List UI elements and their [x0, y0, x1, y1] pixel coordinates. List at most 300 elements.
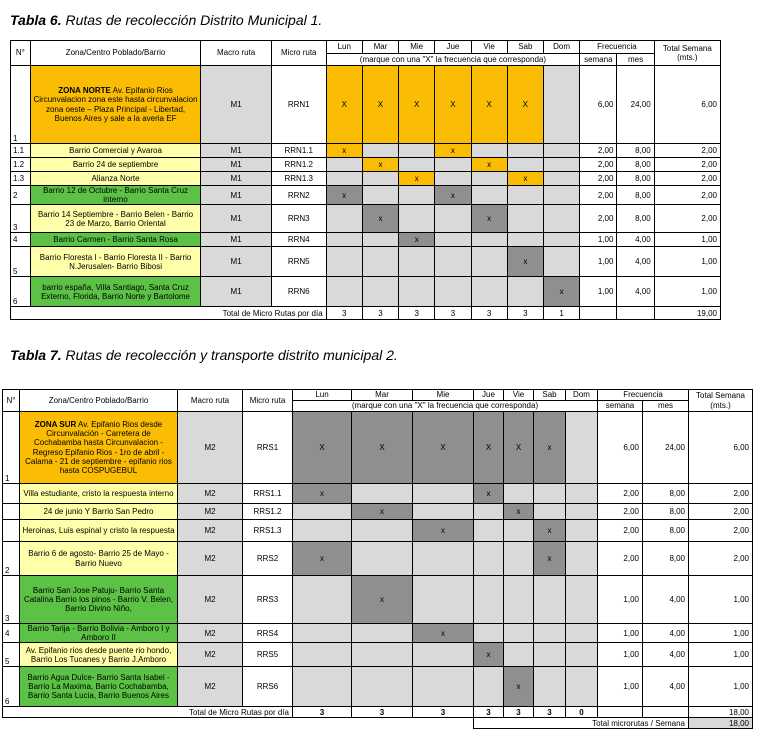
macro-cell: M2: [178, 643, 243, 667]
day-mark: X: [504, 412, 534, 484]
day-mark: X: [435, 66, 471, 144]
header-semana: semana: [598, 401, 643, 412]
total-semana: 2,00: [654, 144, 720, 158]
day-mark: [362, 144, 398, 158]
header-day: Lun: [293, 390, 352, 401]
freq-semana: 2,00: [598, 542, 643, 576]
freq-semana: 1,00: [580, 233, 617, 247]
header-day: Jue: [474, 390, 504, 401]
header-day: Vie: [471, 41, 507, 54]
row-number: [3, 520, 20, 542]
zone-cell: Barrio Agua Dulce- Barrio Santa Isabel - Barrio La Maxima, Barrio Cochabamba, Barrio Santa Lucia, Barrio Buenos Aires: [20, 667, 178, 707]
micro-cell: RRS1.1: [243, 484, 293, 504]
day-total: 1: [543, 307, 579, 320]
macro-cell: M1: [201, 172, 271, 186]
day-mark: [507, 158, 543, 172]
freq-mes: 4,00: [643, 624, 689, 643]
header-day: Mie: [399, 41, 435, 54]
day-mark: [435, 277, 471, 307]
freq-mes: 8,00: [643, 484, 689, 504]
day-mark: [474, 576, 504, 624]
total-semana: 2,00: [654, 172, 720, 186]
row-number: 1.3: [11, 172, 31, 186]
day-total: 3: [471, 307, 507, 320]
day-mark: [413, 667, 474, 707]
row-number: [3, 504, 20, 520]
day-mark: [534, 643, 566, 667]
header-macro: Macro ruta: [201, 41, 271, 66]
freq-mes: 4,00: [617, 233, 654, 247]
day-mark: [293, 520, 352, 542]
freq-mes: 8,00: [617, 205, 654, 233]
row-number: 2: [3, 542, 20, 576]
micro-cell: RRS5: [243, 643, 293, 667]
day-mark: [435, 158, 471, 172]
macro-cell: M1: [201, 66, 271, 144]
total-semana: 2,00: [689, 520, 753, 542]
freq-semana: 1,00: [598, 624, 643, 643]
day-mark: x: [293, 542, 352, 576]
day-mark: [543, 144, 579, 158]
day-mark: [507, 144, 543, 158]
day-mark: [471, 277, 507, 307]
zone-cell: Villa estudiante, cristo la respuesta interno: [20, 484, 178, 504]
macro-cell: M2: [178, 504, 243, 520]
day-mark: [566, 542, 598, 576]
header-day: Dom: [566, 390, 598, 401]
day-mark: [534, 504, 566, 520]
day-mark: [413, 576, 474, 624]
micro-cell: RRN3: [271, 205, 326, 233]
day-mark: x: [326, 186, 362, 205]
day-mark: X: [362, 66, 398, 144]
grand-total: 19,00: [654, 307, 720, 320]
day-total: 3: [352, 707, 413, 718]
day-mark: [566, 576, 598, 624]
day-mark: x: [507, 172, 543, 186]
micro-cell: RRN1.3: [271, 172, 326, 186]
day-mark: [566, 643, 598, 667]
row-number: 3: [11, 205, 31, 233]
day-mark: [474, 542, 504, 576]
zone-cell: Barrio 14 Septiembre - Barrio Belen - Barrio 23 de Marzo, Barrio Oriental: [30, 205, 201, 233]
day-mark: X: [471, 66, 507, 144]
total-semana: 1,00: [654, 247, 720, 277]
micro-cell: RRN6: [271, 277, 326, 307]
header-day: Mie: [413, 390, 474, 401]
total-semana: 6,00: [689, 412, 753, 484]
row-number: 5: [11, 247, 31, 277]
freq-mes: 8,00: [617, 172, 654, 186]
freq-mes: 24,00: [617, 66, 654, 144]
day-mark: x: [413, 520, 474, 542]
freq-semana: 2,00: [598, 484, 643, 504]
total-semana: 1,00: [689, 624, 753, 643]
zone-cell: [30, 66, 201, 144]
total-semana: 2,00: [654, 158, 720, 172]
header-mes: mes: [643, 401, 689, 412]
day-mark: [566, 624, 598, 643]
macro-cell: M1: [201, 233, 271, 247]
header-day: Sab: [507, 41, 543, 54]
freq-mes: 8,00: [643, 504, 689, 520]
row-number: 1: [3, 412, 20, 484]
freq-semana: 2,00: [580, 172, 617, 186]
day-mark: [362, 247, 398, 277]
total-semana: 1,00: [689, 576, 753, 624]
day-mark: [293, 667, 352, 707]
header-frecuencia: Frecuencia: [580, 41, 655, 54]
day-mark: x: [534, 412, 566, 484]
day-mark: [326, 205, 362, 233]
freq-semana: 2,00: [580, 144, 617, 158]
freq-mes: 8,00: [617, 144, 654, 158]
day-mark: x: [534, 520, 566, 542]
day-mark: X: [352, 412, 413, 484]
freq-semana: 2,00: [580, 186, 617, 205]
day-mark: [352, 624, 413, 643]
total-microrutas-label: Total microrutas / Semana: [474, 718, 689, 729]
freq-semana: 6,00: [580, 66, 617, 144]
day-mark: [362, 172, 398, 186]
freq-mes: 4,00: [643, 643, 689, 667]
header-zona: Zona/Centro Poblado/Barrio: [30, 41, 201, 66]
day-mark: [471, 144, 507, 158]
total-semana: 1,00: [689, 667, 753, 707]
header-micro: Micro ruta: [271, 41, 326, 66]
day-total: 0: [566, 707, 598, 718]
row-number: 1.1: [11, 144, 31, 158]
header-micro: Micro ruta: [243, 390, 293, 412]
zone-text: Av. Epifanio Rios desde Circunvalación - Carretera de Cochabamba hasta Circunvalacion -Regreso Epifanio Rios - 1ro de abril - Calama - 21 de septiembre - epifanio rios hasta COSPUGEBUL: [25, 419, 172, 475]
day-mark: [504, 643, 534, 667]
day-mark: [566, 667, 598, 707]
zone-cell: Av. Epifanio rios desde puente rio hondo, Barrio Los Tucanes y Barrio J.Amboro: [20, 643, 178, 667]
row-number: 2: [11, 186, 31, 205]
day-total: 3: [293, 707, 352, 718]
header-zona: Zona/Centro Poblado/Barrio: [20, 390, 178, 412]
header-total: Total Semana (mts.): [654, 41, 720, 66]
day-mark: [413, 504, 474, 520]
freq-semana: 1,00: [598, 643, 643, 667]
day-total: 3: [435, 307, 471, 320]
day-mark: [399, 277, 435, 307]
day-mark: [471, 172, 507, 186]
zone-cell: 24 de junio Y Barrio San Pedro: [20, 504, 178, 520]
zone-title: ZONA NORTE: [58, 86, 111, 96]
header-day: Lun: [326, 41, 362, 54]
row-number: 4: [3, 624, 20, 643]
day-mark: [326, 172, 362, 186]
header-day: Mar: [362, 41, 398, 54]
micro-cell: RRN5: [271, 247, 326, 277]
day-mark: [435, 172, 471, 186]
caption-number: Tabla 7.: [10, 347, 62, 363]
macro-cell: M2: [178, 520, 243, 542]
day-mark: [507, 277, 543, 307]
total-semana: 1,00: [654, 277, 720, 307]
day-mark: x: [471, 158, 507, 172]
freq-semana: 6,00: [598, 412, 643, 484]
day-mark: X: [293, 412, 352, 484]
day-mark: [352, 643, 413, 667]
day-mark: x: [293, 484, 352, 504]
day-mark: [362, 186, 398, 205]
day-mark: [543, 205, 579, 233]
row-number: 6: [3, 667, 20, 707]
day-total: 3: [504, 707, 534, 718]
day-mark: [362, 277, 398, 307]
freq-semana: 2,00: [580, 205, 617, 233]
day-mark: [504, 520, 534, 542]
day-total: 3: [534, 707, 566, 718]
day-mark: [474, 520, 504, 542]
freq-mes: 8,00: [617, 158, 654, 172]
zone-cell: [20, 412, 178, 484]
day-mark: [534, 667, 566, 707]
day-total: 3: [399, 307, 435, 320]
macro-cell: M2: [178, 412, 243, 484]
day-mark: [362, 233, 398, 247]
day-mark: [352, 542, 413, 576]
caption-number: Tabla 6.: [10, 12, 62, 28]
micro-cell: RRS3: [243, 576, 293, 624]
zone-cell: Barrio San Jose Patuju- Barrio Santa Catalina Barrio los pinos - Barrio V. Belen, Barrio Divino Niño,: [20, 576, 178, 624]
header-instruction: (marque con una "X" la frecuencia que corresponda): [293, 401, 598, 412]
day-mark: X: [399, 66, 435, 144]
row-number: 3: [3, 576, 20, 624]
day-mark: [534, 484, 566, 504]
table7-caption: [10, 347, 398, 363]
zone-cell: Barrio Carmen - Barrio Santa Rosa: [30, 233, 201, 247]
micro-cell: RRS1: [243, 412, 293, 484]
total-semana: 1,00: [654, 233, 720, 247]
table-6: [10, 40, 721, 320]
day-mark: [352, 520, 413, 542]
total-row-label: Total de Micro Rutas por día: [11, 307, 327, 320]
caption-text: Rutas de recolección Distrito Municipal 1.: [61, 12, 323, 28]
day-mark: [399, 144, 435, 158]
macro-cell: M1: [201, 158, 271, 172]
header-mes: mes: [617, 54, 654, 66]
zone-cell: Heroinas, Luis espinal y cristo la respuesta: [20, 520, 178, 542]
zone-cell: Barrio 12 de Octubre - Barrio Santa Cruz interno: [30, 186, 201, 205]
day-mark: [504, 624, 534, 643]
freq-semana: 2,00: [598, 520, 643, 542]
day-mark: [326, 247, 362, 277]
row-number: 5: [3, 643, 20, 667]
macro-cell: M2: [178, 484, 243, 504]
day-mark: [504, 542, 534, 576]
day-mark: [293, 643, 352, 667]
day-mark: [471, 186, 507, 205]
day-mark: [543, 66, 579, 144]
freq-semana: 1,00: [598, 576, 643, 624]
freq-mes: 4,00: [643, 576, 689, 624]
day-mark: [566, 484, 598, 504]
freq-mes: 8,00: [643, 520, 689, 542]
day-mark: x: [504, 504, 534, 520]
day-mark: x: [352, 576, 413, 624]
day-mark: x: [534, 542, 566, 576]
header-total: Total Semana (mts.): [689, 390, 753, 412]
total-semana: 2,00: [654, 186, 720, 205]
freq-semana: 2,00: [598, 504, 643, 520]
table-7: [2, 389, 753, 729]
day-total: 3: [326, 307, 362, 320]
header-macro: Macro ruta: [178, 390, 243, 412]
header-day: Vie: [504, 390, 534, 401]
micro-cell: RRN4: [271, 233, 326, 247]
day-mark: x: [507, 247, 543, 277]
day-mark: [543, 158, 579, 172]
micro-cell: RRN1: [271, 66, 326, 144]
day-mark: x: [474, 643, 504, 667]
macro-cell: M2: [178, 624, 243, 643]
freq-mes: 24,00: [643, 412, 689, 484]
day-mark: [504, 576, 534, 624]
day-mark: [471, 247, 507, 277]
day-mark: x: [471, 205, 507, 233]
caption-text: Rutas de recolección y transporte distrito municipal 2.: [61, 347, 398, 363]
zone-cell: Alianza Norte: [30, 172, 201, 186]
total-semana: 2,00: [689, 542, 753, 576]
day-mark: x: [399, 233, 435, 247]
day-mark: [413, 484, 474, 504]
day-mark: [566, 412, 598, 484]
day-mark: [293, 576, 352, 624]
micro-cell: RRS6: [243, 667, 293, 707]
macro-cell: M2: [178, 667, 243, 707]
macro-cell: M1: [201, 205, 271, 233]
day-mark: [293, 504, 352, 520]
day-mark: [435, 205, 471, 233]
freq-semana: 2,00: [580, 158, 617, 172]
day-mark: [543, 247, 579, 277]
header-day: Mar: [352, 390, 413, 401]
day-mark: x: [352, 504, 413, 520]
day-mark: [399, 205, 435, 233]
row-number: 6: [11, 277, 31, 307]
freq-semana: 1,00: [598, 667, 643, 707]
header-day: Sab: [534, 390, 566, 401]
zone-cell: Barrio Comercial y Avaroa: [30, 144, 201, 158]
day-mark: x: [435, 186, 471, 205]
micro-cell: RRN2: [271, 186, 326, 205]
day-mark: x: [435, 144, 471, 158]
freq-semana: 1,00: [580, 247, 617, 277]
day-mark: [507, 186, 543, 205]
macro-cell: M2: [178, 542, 243, 576]
day-mark: x: [413, 624, 474, 643]
micro-cell: RRN1.2: [271, 158, 326, 172]
day-mark: X: [507, 66, 543, 144]
day-mark: [534, 624, 566, 643]
freq-semana: 1,00: [580, 277, 617, 307]
header-day: Dom: [543, 41, 579, 54]
micro-cell: RRS1.3: [243, 520, 293, 542]
day-mark: [399, 247, 435, 277]
day-mark: x: [326, 144, 362, 158]
macro-cell: M1: [201, 144, 271, 158]
day-mark: X: [326, 66, 362, 144]
freq-mes: 8,00: [643, 542, 689, 576]
header-n: N°: [3, 390, 20, 412]
day-mark: [507, 205, 543, 233]
row-number: 4: [11, 233, 31, 247]
table6-caption: [10, 12, 322, 28]
micro-cell: RRN1.1: [271, 144, 326, 158]
row-number: 1.2: [11, 158, 31, 172]
zone-title: ZONA SUR: [34, 419, 77, 429]
row-number: [3, 484, 20, 504]
day-mark: x: [362, 205, 398, 233]
macro-cell: M1: [201, 277, 271, 307]
macro-cell: M1: [201, 247, 271, 277]
zone-text: Av. Epifanio Rios Circunvalacion zona este hasta circunvalacion zona oeste – Plaza Principal - Libertad, Buenos Aires y sale a la averia EF: [33, 86, 198, 123]
header-day: Jue: [435, 41, 471, 54]
row-number: 1: [11, 66, 31, 144]
grand-total: 18,00: [689, 707, 753, 718]
day-mark: [507, 233, 543, 247]
day-mark: x: [399, 172, 435, 186]
header-n: N°: [11, 41, 31, 66]
freq-mes: 4,00: [617, 247, 654, 277]
day-total: 3: [507, 307, 543, 320]
total-microrutas-value: 18,00: [689, 718, 753, 729]
day-mark: [534, 576, 566, 624]
day-mark: X: [413, 412, 474, 484]
day-mark: [326, 233, 362, 247]
day-total: 3: [362, 307, 398, 320]
day-mark: [543, 186, 579, 205]
day-mark: [413, 542, 474, 576]
day-mark: X: [474, 412, 504, 484]
total-row-label: Total de Micro Rutas por día: [3, 707, 293, 718]
zone-cell: Barrio Floresta I - Barrio Floresta II - Barrio N.Jerusalen- Barrio Bibosi: [30, 247, 201, 277]
micro-cell: RRS2: [243, 542, 293, 576]
day-mark: [399, 186, 435, 205]
day-mark: [326, 158, 362, 172]
day-mark: [504, 484, 534, 504]
day-mark: [293, 624, 352, 643]
day-mark: x: [474, 484, 504, 504]
total-semana: 1,00: [689, 643, 753, 667]
micro-cell: RRS1.2: [243, 504, 293, 520]
total-semana: 2,00: [689, 504, 753, 520]
header-instruction: (marque con una "X" la frecuencia que corresponda): [326, 54, 580, 66]
macro-cell: M2: [178, 576, 243, 624]
zone-cell: barrio españa, Villa Santiago, Santa Cruz Externo, Florida, Barrio Norte y Bartolome: [30, 277, 201, 307]
day-mark: [566, 520, 598, 542]
freq-mes: 4,00: [643, 667, 689, 707]
freq-mes: 8,00: [617, 186, 654, 205]
day-mark: [474, 624, 504, 643]
day-mark: [474, 667, 504, 707]
header-semana: semana: [580, 54, 617, 66]
total-semana: 2,00: [654, 205, 720, 233]
day-mark: x: [362, 158, 398, 172]
header-frecuencia: Frecuencia: [598, 390, 689, 401]
day-mark: [471, 233, 507, 247]
macro-cell: M1: [201, 186, 271, 205]
zone-cell: Barrio Tarija - Barrio Bolivia - Amboro I y Amboro II: [20, 624, 178, 643]
day-mark: x: [504, 667, 534, 707]
freq-mes: 4,00: [617, 277, 654, 307]
micro-cell: RRS4: [243, 624, 293, 643]
day-mark: x: [543, 277, 579, 307]
day-total: 3: [413, 707, 474, 718]
